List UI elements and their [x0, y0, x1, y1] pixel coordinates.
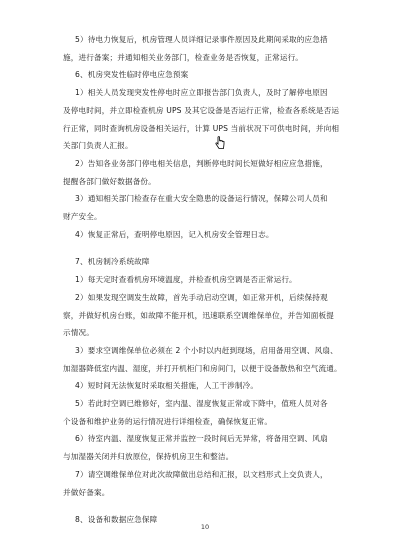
paragraph-line: 行正常，同时查询机房设备相关运行，计算 UPS 当前状况下可供电时间，并向相: [63, 123, 340, 133]
paragraph-line: 2）告知各业务部门停电相关信息，判断停电时间长短做好相应应急措施，: [75, 158, 328, 168]
paragraph-line: 关部门负责人汇报。: [63, 141, 133, 151]
paragraph-line: 2）如果发现空调发生故障，首先手动启动空调，如正常开机，后续保持观: [75, 292, 328, 302]
section-heading: 6、机房突发性临时停电应急预案: [75, 70, 189, 80]
paragraph-line: 5）待电力恢复后，机房管理人员详细记录事件原因及此期间采取的应急措: [75, 35, 328, 44]
paragraph-line: 及停电时间，并立即检查机房 UPS 及其它设备是否运行正常，检查各系统是否运: [63, 105, 340, 115]
hand-pointer-icon: [215, 136, 225, 150]
paragraph-line: 3）通知相关部门检查存在重大安全隐患的设备运行情况，保障公司人员和: [75, 194, 328, 204]
paragraph-line: 5）若此时空调已维修好，室内温、湿度恢复正常或下降中，值班人员对各: [75, 399, 328, 408]
paragraph-line: 示情况。: [63, 328, 94, 338]
paragraph-line: 与加湿器关闭并归放原位，保持机房卫生和整洁。: [63, 452, 234, 462]
paragraph-line: 提醒各部门做好数据备份。: [63, 176, 156, 186]
paragraph-line: 并做好备案。: [63, 487, 110, 497]
section-heading: 7、机房制冷系统故障: [75, 257, 150, 267]
paragraph-line: 个设备和维护业务的运行情况进行详细检查，确保恢复正常。: [63, 416, 273, 426]
paragraph-line: 1）相关人员发现突发性停电时应立即报告部门负责人，及时了解停电原因: [75, 88, 328, 98]
section-heading: 8、设备和数据应急保障: [75, 515, 158, 525]
paragraph-line: 3）要求空调维保单位必须在 2 个小时以内赶到现场，启用备用空调、风扇、: [75, 345, 338, 355]
paragraph-line: 4）短时间无法恢复时采取相关措施，人工干涉制冷。: [75, 381, 259, 391]
paragraph-line: 4）恢复正常后，查明停电原因，记入机房安全管理日志。: [75, 229, 274, 239]
paragraph-line: 财产安全。: [63, 212, 102, 221]
paragraph-line: 7）请空调维保单位对此次故障做出总结和汇报，以文档形式上交负责人，: [75, 469, 328, 479]
paragraph-line: 6）待室内温、湿度恢复正常并监控一段时间后无异常，将备用空调、风扇: [75, 434, 328, 444]
paragraph-line: 1）每天定时查看机房环境温度，并检查机房空调是否正常运行。: [75, 275, 297, 285]
paragraph-line: 加湿器降低室内温、湿度，并打开机柜门和房间门，以便于设备散热和空气流通。: [63, 363, 342, 373]
paragraph-line: 察，并做好机房台账，如故障不能开机，迅速联系空调维保单位，并告知面板提: [63, 310, 335, 320]
paragraph-line: 施，进行备案；并通知相关业务部门，检查业务是否恢复，正常运行。: [63, 52, 304, 62]
page-number: 10: [200, 523, 210, 531]
